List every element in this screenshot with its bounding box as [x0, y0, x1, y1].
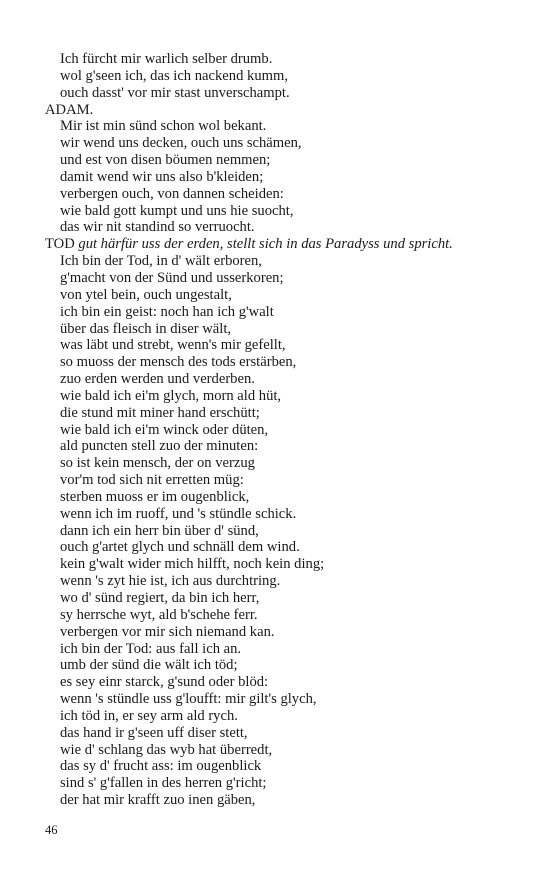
- verse-line: zuo erden werden und verderben.: [60, 371, 255, 388]
- verse-line: damit wend wir uns also b'kleiden;: [60, 168, 264, 185]
- verse-line: ouch g'artet glych und schnäll dem wind.: [60, 539, 300, 556]
- verse-line: wie bald ich ei'm winck oder düten,: [60, 421, 269, 438]
- verse-line: sy herrsche wyt, ald b'schehe ferr.: [60, 606, 258, 623]
- verse-line: wenn 's zyt hie ist, ich aus durchtring.: [60, 573, 281, 590]
- speaker-adam: ADAM.: [45, 101, 94, 118]
- verse-line: ouch dasst' vor mir stast unverschampt.: [60, 84, 290, 101]
- verse-line: und est von disen böumen nemmen;: [60, 152, 271, 169]
- verse-line: wie bald ich ei'm glych, morn ald hüt,: [60, 387, 282, 404]
- verse-line: wo d' sünd regiert, da bin ich herr,: [60, 590, 260, 606]
- verse-line: ich bin ein geist: noch han ich g'walt: [60, 303, 274, 320]
- verse-line: Ich fürcht mir warlich selber drumb.: [60, 51, 273, 67]
- verse-line: das sy d' frucht ass: im ougenblick: [60, 758, 262, 775]
- verse-line: wir wend uns decken, ouch uns schämen,: [60, 135, 302, 152]
- verse-line: verbergen ouch, von dannen scheiden:: [60, 185, 284, 202]
- verse-line: so ist kein mensch, der on verzug: [60, 455, 255, 472]
- page-number: 46: [45, 823, 58, 837]
- verse-line: dann ich ein herr bin über d' sünd,: [60, 522, 259, 539]
- verse-line: wenn 's stündle uss g'loufft: mir gilt's glych,: [60, 691, 317, 708]
- verse-line: kein g'walt wider mich hilfft, noch kein ding;: [60, 556, 325, 573]
- verse-line: vor'm tod sich nit erretten müg:: [60, 472, 244, 489]
- speaker-tod: TOD: [45, 236, 75, 253]
- speaker-tod-line: [45, 236, 515, 253]
- verse-line: verbergen vor mir sich niemand kan.: [60, 623, 275, 640]
- stage-direction: gut härfür uss der erden, stellt sich in das Paradyss und spricht.: [78, 236, 453, 253]
- verse-line: das hand ir g'seen uff diser stett,: [60, 724, 248, 741]
- verse-line: der hat mir krafft zuo inen gäben,: [60, 792, 256, 809]
- verse-line: wenn ich im ruoff, und 's stündle schick.: [60, 505, 297, 522]
- verse-line: Ich bin der Tod, in d' wält erboren,: [60, 253, 262, 270]
- verse-line: wie d' schlang das wyb hat überredt,: [60, 741, 273, 758]
- verse-line: das wir nit standind so verruocht.: [60, 219, 255, 236]
- verse-line: von ytel bein, ouch ungestalt,: [60, 286, 232, 303]
- verse-line: die stund mit miner hand erschütt;: [60, 404, 260, 421]
- verse-line: was läbt und strebt, wenn's mir gefellt,: [60, 337, 286, 354]
- verse-line: über das fleisch in diser wält,: [60, 320, 232, 337]
- verse-line: ich bin der Tod: aus fall ich an.: [60, 640, 242, 657]
- verse-line: es sey einr starck, g'sund oder blöd:: [60, 674, 269, 691]
- verse-line: g'macht von der Sünd und usserkoren;: [60, 269, 284, 286]
- verse-line: so muoss der mensch des tods erstärben,: [60, 354, 297, 371]
- verse-line: ald puncten stell zuo der minuten:: [60, 438, 259, 455]
- verse-line: umb der sünd die wält ich töd;: [60, 657, 238, 674]
- play-text: [45, 51, 515, 809]
- verse-line: sterben muoss er im ougenblick,: [60, 488, 250, 505]
- verse-line: Mir ist min sünd schon wol bekant.: [60, 118, 267, 135]
- verse-line: wol g'seen ich, das ich nackend kumm,: [60, 67, 288, 84]
- verse-line: ich töd in, er sey arm ald rych.: [60, 707, 238, 724]
- verse-line: wie bald gott kumpt und uns hie suocht,: [60, 202, 294, 219]
- verse-line: sind s' g'fallen in des herren g'richt;: [60, 775, 267, 792]
